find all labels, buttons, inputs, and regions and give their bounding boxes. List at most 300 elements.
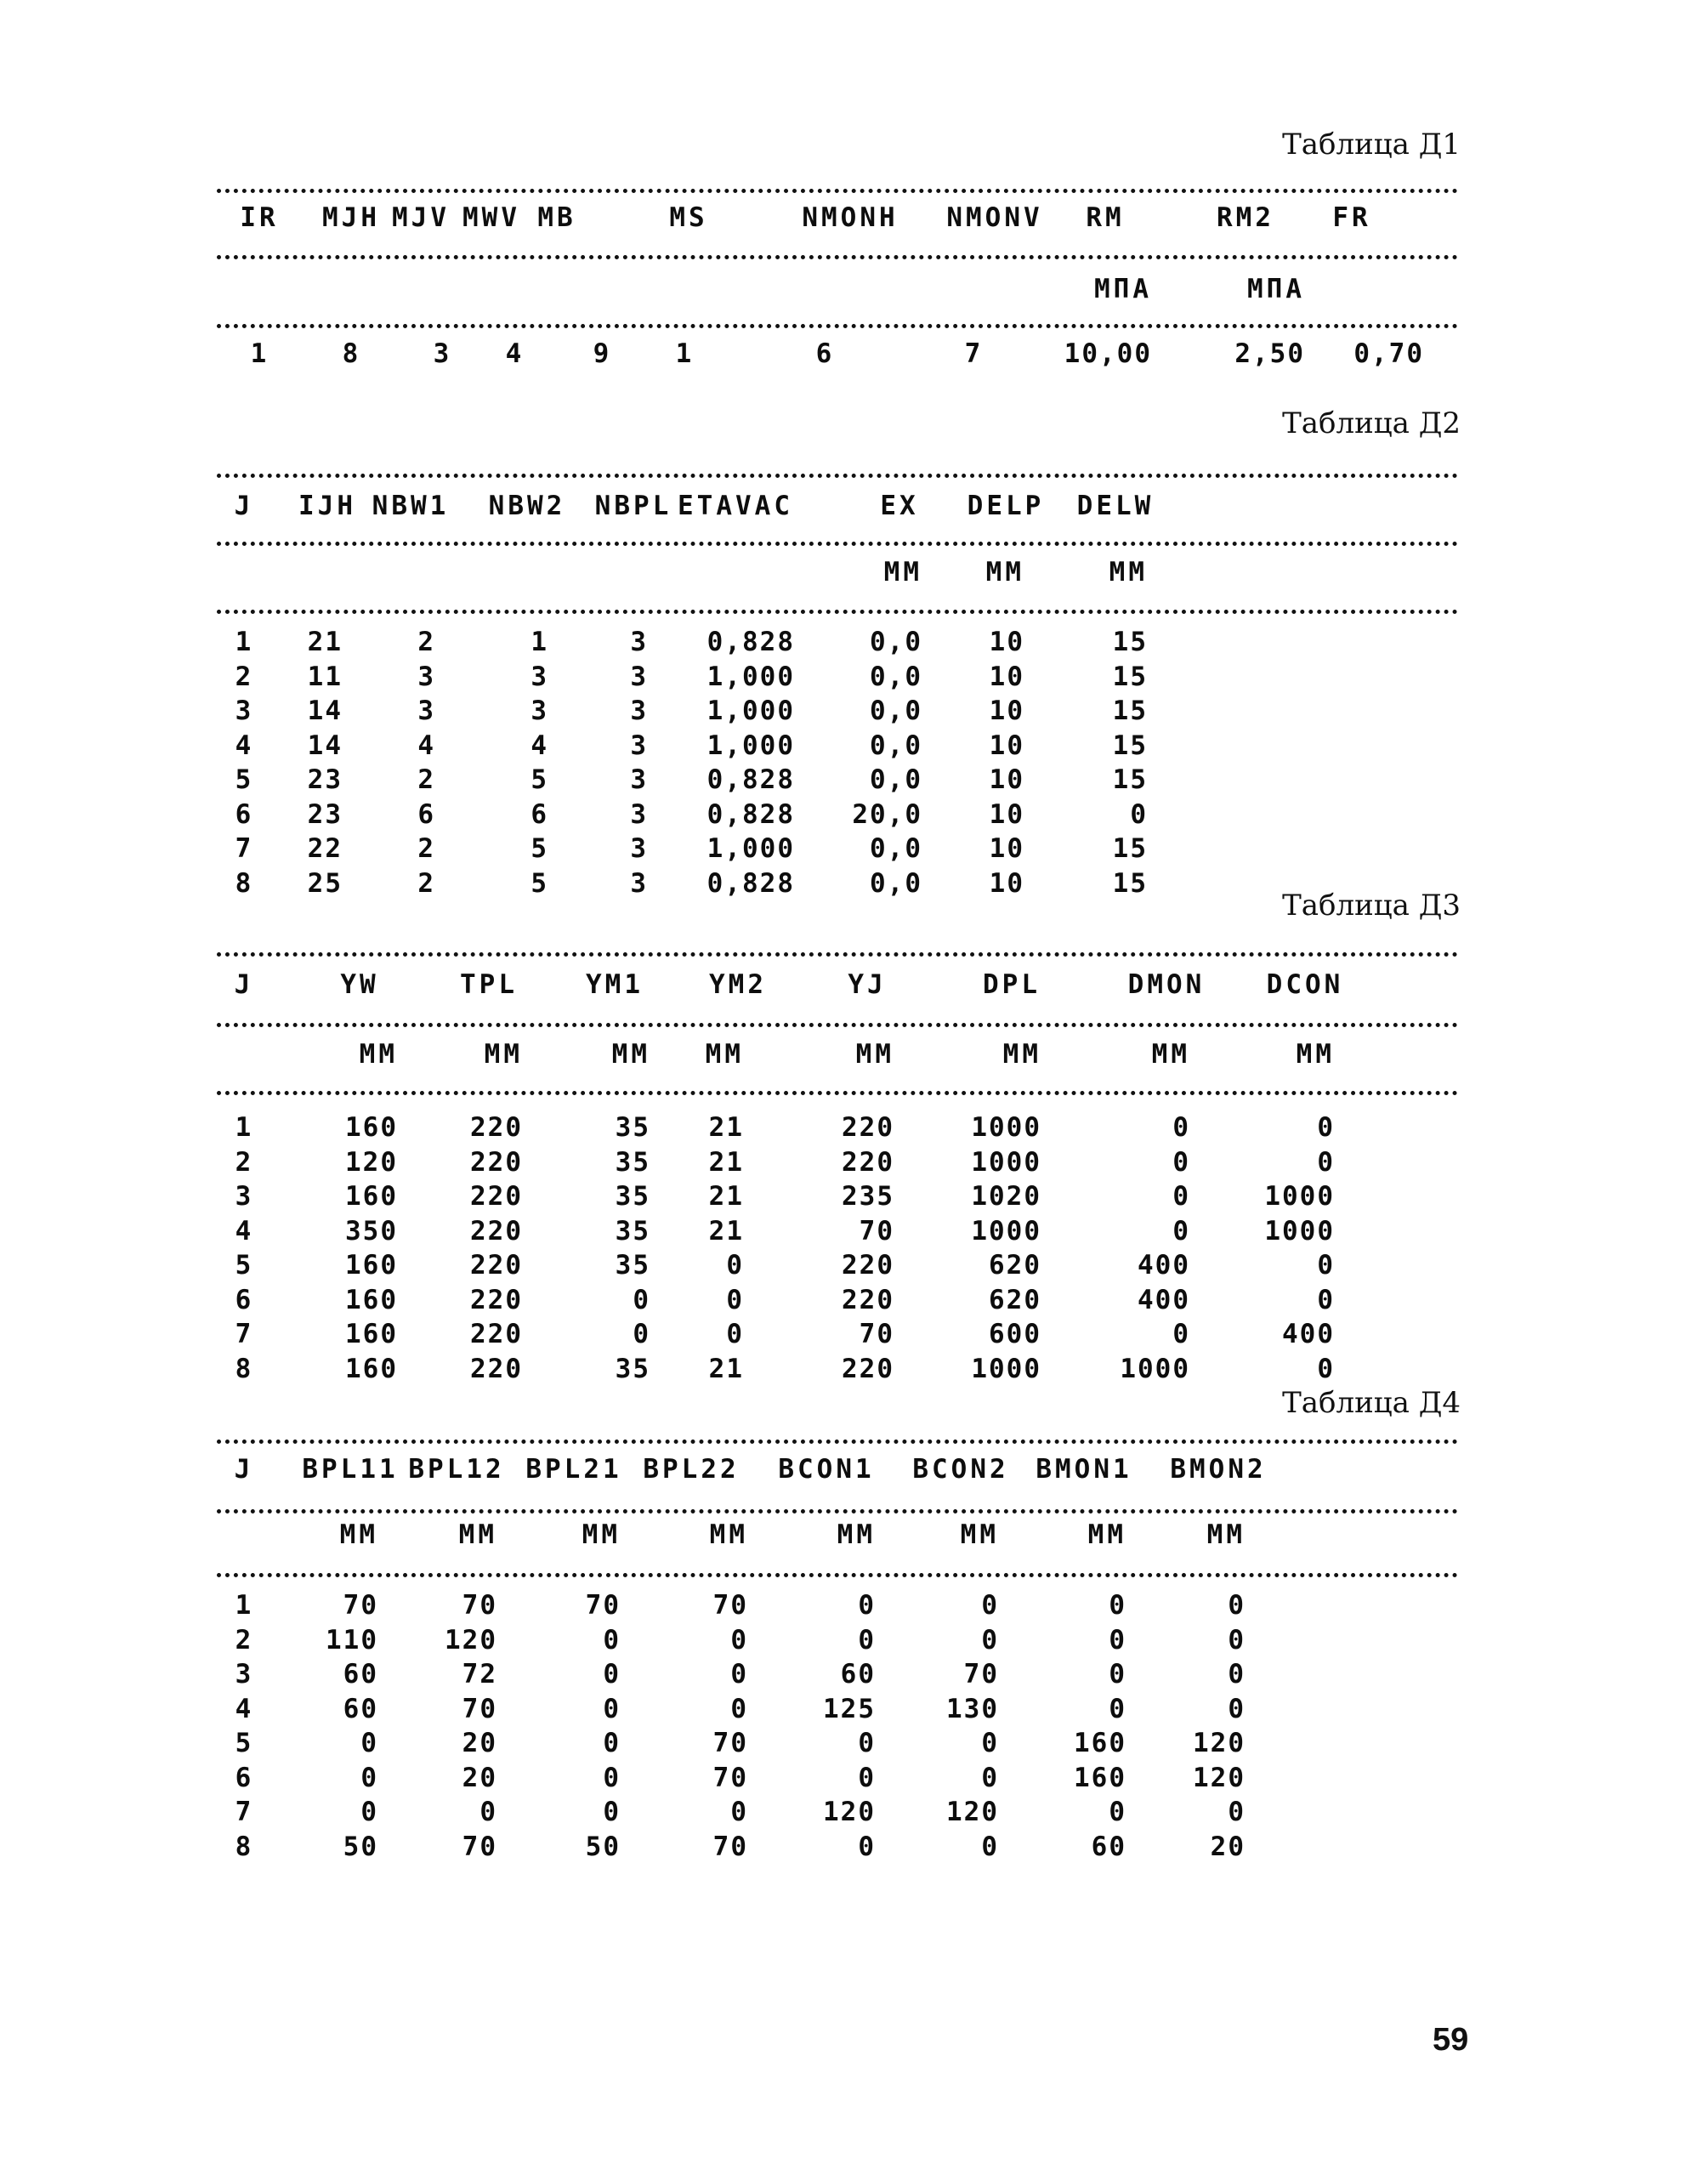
table-cell-d1: 2,50 [1234, 338, 1305, 369]
table-cell-d4: 0 [858, 1762, 876, 1793]
dotted-rule [217, 255, 1458, 259]
table-cell-d3: 220 [470, 1215, 523, 1247]
table-cell-d3: 70 [859, 1319, 894, 1349]
table-cell-d4: 70 [712, 1831, 748, 1862]
table-cell-d4: 0 [603, 1624, 621, 1655]
table-cell-d3: 0 [1172, 1319, 1190, 1349]
table-cell-d4: 70 [712, 1590, 748, 1621]
table-cell-d3: 4 [235, 1215, 253, 1247]
table-cell-d2: 0,828 [706, 627, 795, 657]
table-cell-d3: 220 [470, 1112, 523, 1143]
unit-label: MM [883, 557, 922, 588]
table-cell-d3: 620 [989, 1284, 1041, 1315]
table-cell-d4: 0 [981, 1831, 999, 1862]
table-cell-d4: 5 [235, 1728, 253, 1758]
unit-label: MM [705, 1039, 744, 1070]
table-cell-d2: 6 [417, 798, 435, 830]
table-cell-d4: 0 [981, 1624, 999, 1655]
column-header-d2: IJH [298, 491, 356, 521]
table-cell-d4: 60 [343, 1659, 378, 1689]
dotted-rule [217, 324, 1458, 328]
table-cell-d4: 0 [981, 1590, 999, 1621]
table-cell-d3: 21 [708, 1215, 744, 1247]
page-number: 59 [1433, 2022, 1469, 2058]
table-cell-d2: 15 [1112, 764, 1148, 795]
dotted-rule [217, 1023, 1458, 1027]
table-cell-d3: 160 [345, 1284, 398, 1315]
table-cell-d3: 0 [633, 1284, 650, 1315]
table-cell-d2: 1,000 [706, 696, 795, 726]
table-cell-d4: 0 [981, 1762, 999, 1793]
table-cell-d3: 35 [615, 1353, 650, 1384]
table-cell-d3: 1000 [1264, 1181, 1335, 1212]
table-cell-d3: 600 [989, 1319, 1041, 1349]
table-cell-d3: 220 [842, 1112, 894, 1143]
table-cell-d2: 6 [531, 798, 548, 830]
table-cell-d3: 160 [345, 1250, 398, 1281]
table-cell-d4: 60 [343, 1693, 378, 1724]
column-header-d1: MJH [322, 202, 380, 233]
table-cell-d4: 70 [343, 1590, 378, 1621]
dotted-rule [217, 474, 1458, 478]
table-cell-d2: 22 [307, 833, 343, 864]
table-cell-d2: 3 [417, 661, 435, 692]
table-cell-d3: 35 [615, 1181, 650, 1212]
table-cell-d1: 10,00 [1064, 338, 1152, 369]
table-cell-d4: 70 [712, 1728, 748, 1758]
table-cell-d2: 5 [531, 867, 548, 899]
unit-label: МПА [1094, 274, 1152, 304]
table-caption-d2: Таблица Д2 [1282, 406, 1461, 440]
table-cell-d3: 220 [470, 1353, 523, 1384]
table-cell-d1: 6 [815, 338, 834, 369]
table-cell-d3: 35 [615, 1146, 650, 1178]
table-cell-d4: 20 [462, 1762, 497, 1793]
column-header-d3: DCON [1266, 969, 1344, 1000]
table-cell-d2: 0,0 [870, 833, 922, 864]
unit-label: MM [985, 557, 1024, 588]
table-cell-d3: 620 [989, 1250, 1041, 1281]
table-cell-d4: 0 [360, 1728, 378, 1758]
table-cell-d2: 3 [630, 661, 648, 692]
table-cell-d2: 2 [417, 833, 435, 864]
table-cell-d4: 70 [712, 1762, 748, 1793]
column-header-d2: EX [880, 491, 919, 521]
column-header-d1: NMONV [946, 202, 1043, 233]
table-cell-d3: 160 [345, 1181, 398, 1212]
table-cell-d4: 0 [1228, 1590, 1246, 1621]
table-cell-d4: 0 [360, 1797, 378, 1827]
table-cell-d4: 4 [235, 1693, 253, 1724]
table-cell-d2: 3 [630, 798, 648, 830]
unit-label: MM [484, 1039, 523, 1070]
table-cell-d1: 8 [342, 338, 360, 369]
dotted-rule [217, 1573, 1458, 1577]
table-cell-d3: 0 [1317, 1250, 1335, 1281]
table-cell-d2: 4 [531, 730, 548, 761]
table-cell-d3: 1000 [1264, 1215, 1335, 1247]
table-cell-d3: 0 [1317, 1146, 1335, 1178]
column-header-d1: FR [1332, 202, 1371, 233]
table-cell-d2: 15 [1112, 627, 1148, 657]
table-cell-d2: 1,000 [706, 833, 795, 864]
column-header-d2: DELP [967, 491, 1045, 521]
table-cell-d3: 400 [1282, 1319, 1335, 1349]
table-cell-d3: 350 [345, 1215, 398, 1247]
unit-label: МПА [1247, 274, 1305, 304]
column-header-d1: IR [240, 202, 279, 233]
table-cell-d3: 21 [708, 1353, 744, 1384]
dotted-rule [217, 952, 1458, 957]
table-cell-d3: 0 [1317, 1353, 1335, 1384]
table-cell-d3: 220 [842, 1353, 894, 1384]
table-cell-d2: 11 [307, 661, 343, 692]
table-cell-d4: 0 [1109, 1797, 1126, 1827]
table-cell-d2: 15 [1112, 661, 1148, 692]
unit-label: MM [1206, 1519, 1246, 1550]
table-cell-d4: 0 [360, 1762, 378, 1793]
column-header-d3: TPL [460, 969, 518, 1000]
table-cell-d2: 2 [235, 661, 253, 692]
table-cell-d3: 0 [1172, 1146, 1190, 1178]
table-cell-d3: 1000 [971, 1215, 1041, 1247]
table-cell-d4: 0 [603, 1659, 621, 1689]
table-cell-d3: 1020 [971, 1181, 1041, 1212]
table-cell-d4: 6 [235, 1762, 253, 1793]
table-cell-d2: 10 [989, 730, 1024, 761]
table-cell-d2: 2 [417, 867, 435, 899]
table-cell-d4: 72 [462, 1659, 497, 1689]
column-header-d3: YW [340, 969, 379, 1000]
table-cell-d3: 160 [345, 1112, 398, 1143]
table-cell-d2: 10 [989, 661, 1024, 692]
table-cell-d4: 120 [1193, 1762, 1246, 1793]
table-cell-d2: 3 [630, 627, 648, 657]
table-cell-d2: 10 [989, 833, 1024, 864]
table-cell-d4: 70 [462, 1590, 497, 1621]
table-cell-d1: 1 [250, 338, 269, 369]
column-header-d2: NBW1 [372, 491, 450, 521]
unit-label: MM [855, 1039, 894, 1070]
table-cell-d2: 15 [1112, 730, 1148, 761]
column-header-d3: YJ [848, 969, 887, 1000]
unit-label: MM [709, 1519, 748, 1550]
column-header-d1: MJV [392, 202, 450, 233]
table-cell-d4: 0 [730, 1624, 748, 1655]
table-cell-d3: 35 [615, 1250, 650, 1281]
table-cell-d4: 70 [462, 1831, 497, 1862]
table-cell-d3: 160 [345, 1319, 398, 1349]
table-cell-d4: 125 [823, 1693, 876, 1724]
table-cell-d2: 4 [417, 730, 435, 761]
unit-label: MM [339, 1519, 378, 1550]
table-cell-d3: 0 [726, 1250, 744, 1281]
table-cell-d3: 35 [615, 1112, 650, 1143]
table-cell-d2: 3 [630, 730, 648, 761]
dotted-rule [217, 1091, 1458, 1095]
column-header-d4: BPL22 [643, 1454, 740, 1485]
table-cell-d3: 70 [859, 1215, 894, 1247]
table-cell-d4: 130 [946, 1693, 999, 1724]
table-cell-d2: 0,0 [870, 730, 922, 761]
table-cell-d4: 110 [326, 1624, 378, 1655]
column-header-d4: BPL11 [302, 1454, 399, 1485]
table-cell-d3: 400 [1138, 1250, 1190, 1281]
table-cell-d3: 220 [470, 1181, 523, 1212]
dotted-rule [217, 542, 1458, 546]
column-header-d2: NBPL [594, 491, 672, 521]
table-cell-d2: 1 [531, 627, 548, 657]
column-header-d3: YM2 [709, 969, 767, 1000]
column-header-d4: BCON2 [912, 1454, 1009, 1485]
unit-label: MM [1151, 1039, 1190, 1070]
table-cell-d2: 3 [630, 833, 648, 864]
table-cell-d2: 3 [630, 867, 648, 899]
table-caption-d3: Таблица Д3 [1282, 889, 1461, 923]
table-cell-d3: 1000 [971, 1112, 1041, 1143]
column-header-d1: RM2 [1217, 202, 1274, 233]
table-cell-d2: 10 [989, 627, 1024, 657]
unit-label: MM [582, 1519, 621, 1550]
table-cell-d2: 15 [1112, 696, 1148, 726]
table-cell-d2: 0,0 [870, 764, 922, 795]
table-cell-d3: 5 [235, 1250, 253, 1281]
table-cell-d3: 400 [1138, 1284, 1190, 1315]
table-cell-d2: 3 [235, 696, 253, 726]
table-cell-d2: 1 [235, 627, 253, 657]
dotted-rule [217, 610, 1458, 614]
table-cell-d3: 0 [633, 1319, 650, 1349]
unit-label: MM [611, 1039, 650, 1070]
table-cell-d2: 23 [307, 798, 343, 830]
table-cell-d4: 0 [1109, 1659, 1126, 1689]
column-header-d4: J [234, 1454, 254, 1485]
table-cell-d3: 0 [1172, 1112, 1190, 1143]
table-cell-d4: 0 [858, 1728, 876, 1758]
column-header-d4: BMON1 [1036, 1454, 1132, 1485]
table-cell-d1: 3 [433, 338, 451, 369]
table-cell-d3: 220 [842, 1250, 894, 1281]
table-cell-d3: 0 [1317, 1112, 1335, 1143]
table-cell-d2: 21 [307, 627, 343, 657]
table-cell-d4: 70 [963, 1659, 999, 1689]
table-cell-d3: 2 [235, 1146, 253, 1178]
table-cell-d2: 4 [235, 730, 253, 761]
table-cell-d4: 0 [1109, 1624, 1126, 1655]
table-cell-d4: 0 [1228, 1624, 1246, 1655]
table-cell-d4: 20 [1210, 1831, 1246, 1862]
unit-label: MM [837, 1519, 876, 1550]
unit-label: MM [1002, 1039, 1041, 1070]
table-cell-d2: 0,828 [706, 764, 795, 795]
table-cell-d2: 3 [531, 696, 548, 726]
table-cell-d4: 160 [1074, 1762, 1126, 1793]
table-cell-d4: 0 [1109, 1693, 1126, 1724]
table-cell-d2: 7 [235, 833, 253, 864]
table-cell-d4: 0 [730, 1659, 748, 1689]
table-cell-d4: 0 [858, 1590, 876, 1621]
table-cell-d2: 20,0 [852, 798, 922, 830]
table-cell-d3: 8 [235, 1353, 253, 1384]
column-header-d3: DPL [983, 969, 1041, 1000]
table-cell-d2: 3 [630, 696, 648, 726]
column-header-d2: ETAVAC [678, 491, 793, 521]
table-cell-d3: 21 [708, 1146, 744, 1178]
table-cell-d4: 120 [1193, 1728, 1246, 1758]
table-cell-d3: 6 [235, 1284, 253, 1315]
table-cell-d2: 3 [630, 764, 648, 795]
table-cell-d3: 1000 [971, 1353, 1041, 1384]
table-cell-d1: 9 [593, 338, 611, 369]
table-cell-d2: 5 [531, 833, 548, 864]
table-cell-d2: 15 [1112, 867, 1148, 899]
table-cell-d3: 235 [842, 1181, 894, 1212]
table-cell-d2: 1,000 [706, 661, 795, 692]
column-header-d1: RM [1086, 202, 1125, 233]
table-cell-d3: 21 [708, 1112, 744, 1143]
table-cell-d4: 0 [1228, 1797, 1246, 1827]
table-cell-d2: 3 [417, 696, 435, 726]
table-cell-d3: 1000 [971, 1146, 1041, 1178]
table-caption-d1: Таблица Д1 [1282, 128, 1461, 162]
dotted-rule [217, 1509, 1458, 1513]
table-cell-d4: 120 [823, 1797, 876, 1827]
dotted-rule [217, 1440, 1458, 1444]
table-cell-d4: 7 [235, 1797, 253, 1827]
table-cell-d4: 0 [981, 1728, 999, 1758]
column-header-d3: J [234, 969, 254, 1000]
table-cell-d3: 1000 [1120, 1353, 1190, 1384]
table-cell-d2: 10 [989, 798, 1024, 830]
table-cell-d3: 1 [235, 1112, 253, 1143]
table-cell-d4: 0 [730, 1797, 748, 1827]
table-cell-d4: 0 [730, 1693, 748, 1724]
table-cell-d2: 2 [417, 764, 435, 795]
table-cell-d4: 50 [343, 1831, 378, 1862]
table-cell-d4: 160 [1074, 1728, 1126, 1758]
table-cell-d2: 0 [1130, 798, 1148, 830]
table-cell-d4: 50 [585, 1831, 621, 1862]
table-cell-d3: 220 [470, 1250, 523, 1281]
table-cell-d3: 0 [1172, 1181, 1190, 1212]
table-cell-d2: 0,0 [870, 627, 922, 657]
table-cell-d2: 10 [989, 867, 1024, 899]
table-cell-d4: 0 [603, 1728, 621, 1758]
table-cell-d4: 1 [235, 1590, 253, 1621]
table-cell-d3: 220 [470, 1284, 523, 1315]
table-cell-d3: 220 [842, 1146, 894, 1178]
column-header-d1: MS [669, 202, 708, 233]
column-header-d3: DMON [1127, 969, 1206, 1000]
unit-label: MM [359, 1039, 398, 1070]
table-cell-d4: 0 [603, 1797, 621, 1827]
table-cell-d2: 0,828 [706, 867, 795, 899]
table-cell-d3: 0 [726, 1284, 744, 1315]
table-cell-d3: 7 [235, 1319, 253, 1349]
table-cell-d3: 0 [1317, 1284, 1335, 1315]
table-cell-d1: 0,70 [1353, 338, 1424, 369]
column-header-d1: NMONH [802, 202, 899, 233]
table-cell-d2: 5 [235, 764, 253, 795]
table-cell-d4: 120 [946, 1797, 999, 1827]
unit-label: MM [1087, 1519, 1126, 1550]
table-cell-d3: 220 [470, 1146, 523, 1178]
table-cell-d2: 8 [235, 867, 253, 899]
table-cell-d2: 0,828 [706, 798, 795, 830]
column-header-d2: NBW2 [488, 491, 566, 521]
table-cell-d3: 3 [235, 1181, 253, 1212]
table-cell-d2: 14 [307, 696, 343, 726]
table-cell-d4: 0 [1109, 1590, 1126, 1621]
table-cell-d3: 35 [615, 1215, 650, 1247]
table-cell-d2: 3 [531, 661, 548, 692]
table-cell-d4: 0 [1228, 1659, 1246, 1689]
column-header-d3: YM1 [586, 969, 644, 1000]
unit-label: MM [960, 1519, 999, 1550]
table-cell-d1: 4 [505, 338, 524, 369]
column-header-d1: MWV [462, 202, 520, 233]
table-cell-d4: 60 [1091, 1831, 1126, 1862]
unit-label: MM [1109, 557, 1148, 588]
table-cell-d4: 0 [479, 1797, 497, 1827]
table-cell-d2: 25 [307, 867, 343, 899]
dotted-rule [217, 189, 1458, 193]
table-cell-d3: 21 [708, 1181, 744, 1212]
table-cell-d2: 2 [417, 627, 435, 657]
unit-label: MM [1296, 1039, 1335, 1070]
table-cell-d3: 0 [1172, 1215, 1190, 1247]
column-header-d1: MB [537, 202, 576, 233]
table-cell-d2: 0,0 [870, 696, 922, 726]
table-cell-d4: 0 [603, 1762, 621, 1793]
table-cell-d2: 14 [307, 730, 343, 761]
column-header-d2: DELW [1076, 491, 1155, 521]
table-cell-d3: 220 [842, 1284, 894, 1315]
table-cell-d3: 220 [470, 1319, 523, 1349]
table-cell-d3: 0 [726, 1319, 744, 1349]
table-cell-d2: 0,0 [870, 867, 922, 899]
table-cell-d2: 0,0 [870, 661, 922, 692]
table-cell-d4: 20 [462, 1728, 497, 1758]
table-cell-d2: 10 [989, 764, 1024, 795]
table-cell-d4: 2 [235, 1624, 253, 1655]
column-header-d2: J [234, 491, 254, 521]
table-cell-d4: 8 [235, 1831, 253, 1862]
table-cell-d4: 0 [858, 1624, 876, 1655]
column-header-d4: BPL21 [525, 1454, 622, 1485]
unit-label: MM [458, 1519, 497, 1550]
table-cell-d3: 120 [345, 1146, 398, 1178]
table-cell-d4: 60 [840, 1659, 876, 1689]
table-cell-d2: 10 [989, 696, 1024, 726]
table-cell-d4: 70 [462, 1693, 497, 1724]
table-cell-d2: 6 [235, 798, 253, 830]
table-cell-d2: 15 [1112, 833, 1148, 864]
table-cell-d3: 160 [345, 1353, 398, 1384]
table-cell-d4: 3 [235, 1659, 253, 1689]
table-caption-d4: Таблица Д4 [1282, 1386, 1461, 1420]
table-cell-d4: 0 [603, 1693, 621, 1724]
table-cell-d4: 70 [585, 1590, 621, 1621]
column-header-d4: BMON2 [1170, 1454, 1267, 1485]
column-header-d4: BPL12 [408, 1454, 505, 1485]
table-cell-d2: 23 [307, 764, 343, 795]
table-cell-d4: 120 [445, 1624, 497, 1655]
column-header-d4: BCON1 [778, 1454, 875, 1485]
table-cell-d2: 5 [531, 764, 548, 795]
table-cell-d1: 7 [964, 338, 983, 369]
table-cell-d1: 1 [675, 338, 694, 369]
